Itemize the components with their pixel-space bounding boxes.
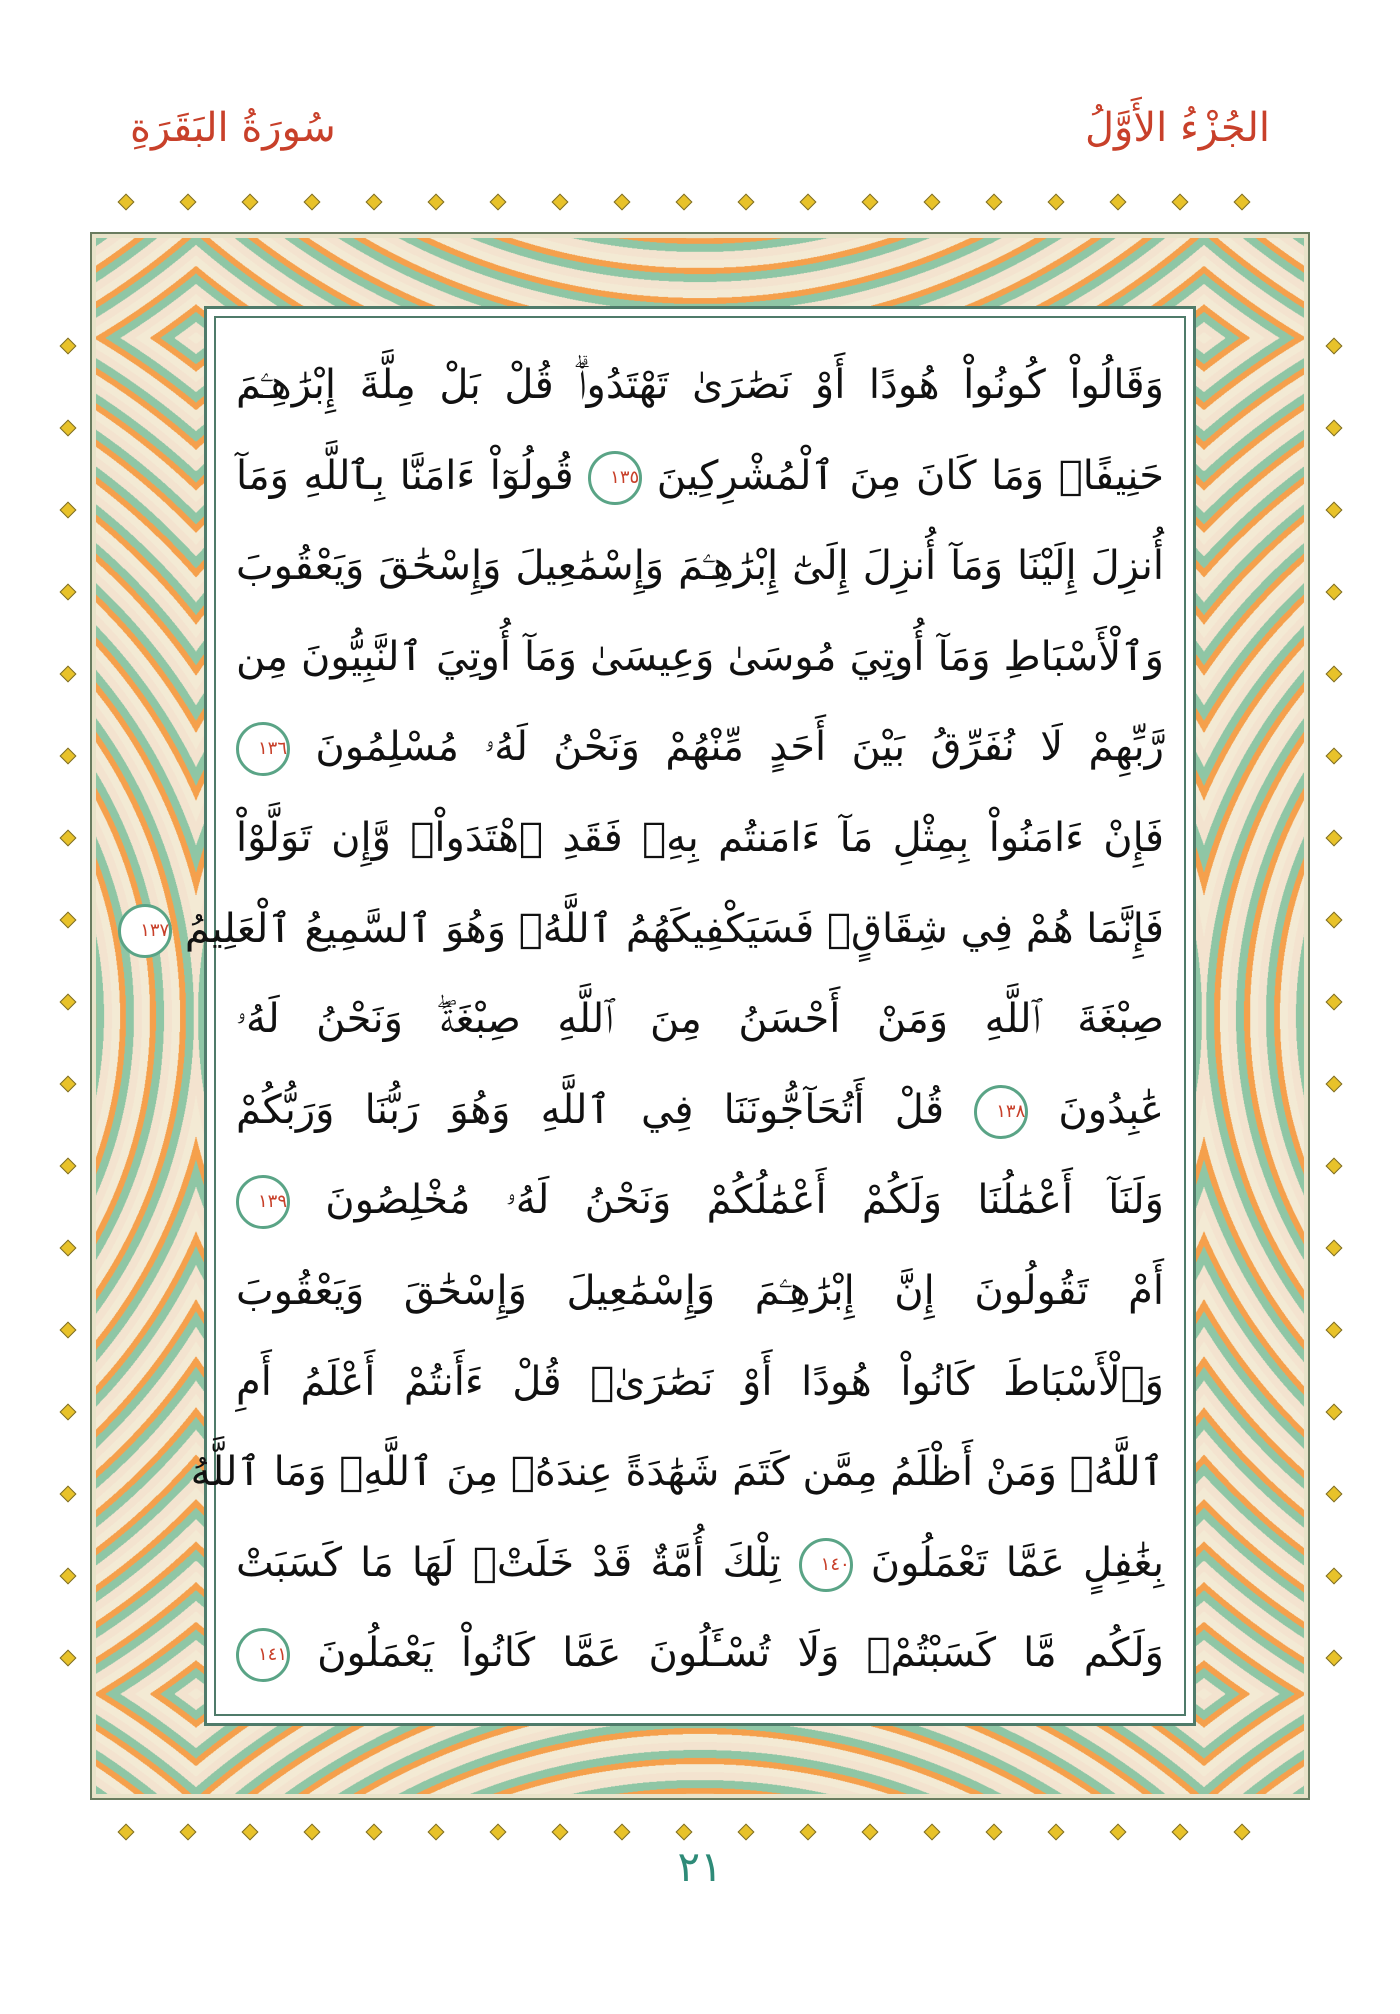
border-tick-ornament [800,194,817,211]
verse-text: ٱللَّهُۗ وَمَنْ أَظْلَمُ مِمَّن كَتَمَ شَهَٰدَةً عِندَهُۥ مِنَ ٱللَّهِۗ وَمَا ٱللَّهُ [190,1449,1164,1496]
text-line [190,1427,1164,1518]
border-tick-ornament [60,338,77,355]
verse-text: فَإِنْ ءَامَنُواْ بِمِثْلِ مَآ ءَامَنتُم بِهِۦ فَقَدِ ٱهْتَدَواْۖ وَّإِن تَوَلَّوْاْ [236,814,1164,861]
border-tick-ornament [676,194,693,211]
border-tick-ornament [1326,1322,1343,1339]
verse-text: وَلَنَآ أَعْمَٰلُنَا وَلَكُمْ أَعْمَٰلُكُمْ وَنَحْنُ لَهُۥ مُخْلِصُونَ [290,1177,1164,1224]
verse-text: وَٱلْأَسْبَاطَ كَانُواْ هُودًا أَوْ نَصَٰرَىٰۗ قُلْ ءَأَنتُمْ أَعْلَمُ أَمِ [236,1358,1164,1405]
border-tick-ornament [60,912,77,929]
verse-text: أُنزِلَ إِلَيْنَا وَمَآ أُنزِلَ إِلَىٰٓ إِبْرَٰهِـۧمَ وَإِسْمَٰعِيلَ وَإِسْحَٰقَ وَيَعْقُوبَ [236,543,1164,590]
verse-text: فَإِنَّمَا هُمْ فِي شِقَاقٍۖ فَسَيَكْفِيكَهُمُ ٱللَّهُۚ وَهُوَ ٱلسَّمِيعُ ٱلْعَلِيمُ [172,905,1164,952]
border-tick-ornament [1234,194,1251,211]
border-tick-ornament [738,1824,755,1841]
border-tick-ornament [1326,912,1343,929]
border-tick-ornament [304,194,321,211]
border-tick-ornament [242,1824,259,1841]
border-tick-ornament [428,1824,445,1841]
border-tick-ornament [986,194,1003,211]
border-tick-ornament [428,194,445,211]
border-tick-ornament [1326,1076,1343,1093]
text-line [236,702,1164,793]
page-number: ٢١ [677,1842,723,1891]
border-tick-ornament [1326,338,1343,355]
border-tick-ornament [986,1824,1003,1841]
text-line [236,1065,1164,1156]
ayah-number-marker: ١٣٩ [236,1175,290,1229]
border-tick-ornament [1172,1824,1189,1841]
verse-text: وَٱلْأَسْبَاطِ وَمَآ أُوتِيَ مُوسَىٰ وَعِيسَىٰ وَمَآ أُوتِيَ ٱلنَّبِيُّونَ مِن [236,633,1164,680]
verse-text-continued: تِلْكَ أُمَّةٌ قَدْ خَلَتْۖ لَهَا مَا كَسَبَتْ [236,1539,799,1586]
border-tick-ornament [242,194,259,211]
border-tick-ornament [60,1486,77,1503]
border-tick-ornament [1110,1824,1127,1841]
border-tick-ornament [60,748,77,765]
text-line [236,340,1164,431]
border-tick-ornament [60,1322,77,1339]
border-tick-ornament [490,1824,507,1841]
border-tick-ornament [1326,1158,1343,1175]
ayah-number-marker: ١٣٨ [974,1085,1028,1139]
verse-text: وَقَالُواْ كُونُواْ هُودًا أَوْ نَصَٰرَىٰ تَهْتَدُواْۗ قُلْ بَلْ مِلَّةَ إِبْرَٰهِـۧمَ [236,362,1164,408]
border-tick-ornament [60,1650,77,1667]
border-tick-ornament [1326,1240,1343,1257]
border-tick-ornament [1172,194,1189,211]
border-tick-ornament [552,194,569,211]
border-tick-ornament [60,1240,77,1257]
border-tick-ornament [1326,1404,1343,1421]
border-tick-ornament [1326,830,1343,847]
text-line [140,884,1164,975]
border-tick-ornament [1326,502,1343,519]
border-tick-ornament [60,420,77,437]
border-tick-ornament [614,1824,631,1841]
ayah-number-marker: ١٣٧ [118,904,172,958]
border-tick-ornament [60,1158,77,1175]
border-tick-ornament [924,194,941,211]
border-tick-ornament [1326,1568,1343,1585]
border-tick-ornament [552,1824,569,1841]
border-tick-ornament [180,194,197,211]
border-tick-ornament [366,194,383,211]
text-line [236,431,1164,522]
border-tick-ornament [60,994,77,1011]
border-tick-ornament [1234,1824,1251,1841]
ayah-number-marker: ١٤٠ [799,1538,853,1592]
verse-text-continued: قُولُوٓاْ ءَامَنَّا بِٱللَّهِ وَمَآ [236,452,589,499]
text-line [236,793,1164,884]
text-line [236,1608,1164,1699]
border-tick-ornament [1326,420,1343,437]
juz-label: الجُزْءُ الأَوَّلُ [1084,105,1270,151]
text-line [236,521,1164,612]
verse-text: وَلَكُم مَّا كَسَبْتُمْۖ وَلَا تُسْـَٔلُونَ عَمَّا كَانُواْ يَعْمَلُونَ [290,1630,1164,1677]
border-tick-ornament [1326,1486,1343,1503]
text-line [236,1518,1164,1609]
verse-text: صِبْغَةَ ٱللَّهِ وَمَنْ أَحْسَنُ مِنَ ٱللَّهِ صِبْغَةًۖ وَنَحْنُ لَهُۥ [236,996,1164,1043]
border-tick-ornament [180,1824,197,1841]
text-line [236,612,1164,703]
border-tick-ornament [676,1824,693,1841]
border-tick-ornament [60,584,77,601]
border-tick-ornament [60,1076,77,1093]
verse-text: رَّبِّهِمْ لَا نُفَرِّقُ بَيْنَ أَحَدٍ مِّنْهُمْ وَنَحْنُ لَهُۥ مُسْلِمُونَ [290,724,1164,771]
border-tick-ornament [1326,748,1343,765]
border-tick-ornament [60,830,77,847]
verse-text: حَنِيفًاۖ وَمَا كَانَ مِنَ ٱلْمُشْرِكِينَ [642,452,1165,499]
text-line [236,1337,1164,1428]
ayah-number-marker: ١٣٥ [588,451,642,505]
border-tick-ornament [1326,994,1343,1011]
border-tick-ornament [60,1404,77,1421]
border-tick-ornament [1048,1824,1065,1841]
text-line [236,1155,1164,1246]
page-header [130,98,1270,158]
border-tick-ornament [1110,194,1127,211]
verse-text: عَٰبِدُونَ [1028,1086,1165,1133]
text-line [236,974,1164,1065]
ayah-number-marker: ١٤١ [236,1628,290,1682]
border-tick-ornament [118,1824,135,1841]
verse-text: بِغَٰفِلٍ عَمَّا تَعْمَلُونَ [852,1539,1164,1586]
verse-text: أَمْ تَقُولُونَ إِنَّ إِبْرَٰهِـۧمَ وَإِسْمَٰعِيلَ وَإِسْحَٰقَ وَيَعْقُوبَ [236,1267,1164,1314]
border-tick-ornament [304,1824,321,1841]
border-tick-ornament [60,1568,77,1585]
border-tick-ornament [738,194,755,211]
border-tick-ornament [118,194,135,211]
border-tick-ornament [366,1824,383,1841]
border-tick-ornament [924,1824,941,1841]
border-tick-ornament [862,194,879,211]
border-tick-ornament [60,666,77,683]
border-tick-ornament [490,194,507,211]
border-tick-ornament [60,502,77,519]
text-line [236,1246,1164,1337]
verse-text-continued: قُلْ أَتُحَآجُّونَنَا فِي ٱللَّهِ وَهُوَ رَبُّنَا وَرَبُّكُمْ [236,1086,975,1133]
border-tick-ornament [1326,584,1343,601]
ayah-number-marker: ١٣٦ [236,722,290,776]
quran-text [140,340,1165,1700]
border-tick-ornament [614,194,631,211]
border-tick-ornament [862,1824,879,1841]
border-tick-ornament [1048,194,1065,211]
border-tick-ornament [1326,666,1343,683]
surah-label: سُورَةُ البَقَرَةِ [130,105,336,151]
border-tick-ornament [1326,1650,1343,1667]
border-tick-ornament [800,1824,817,1841]
